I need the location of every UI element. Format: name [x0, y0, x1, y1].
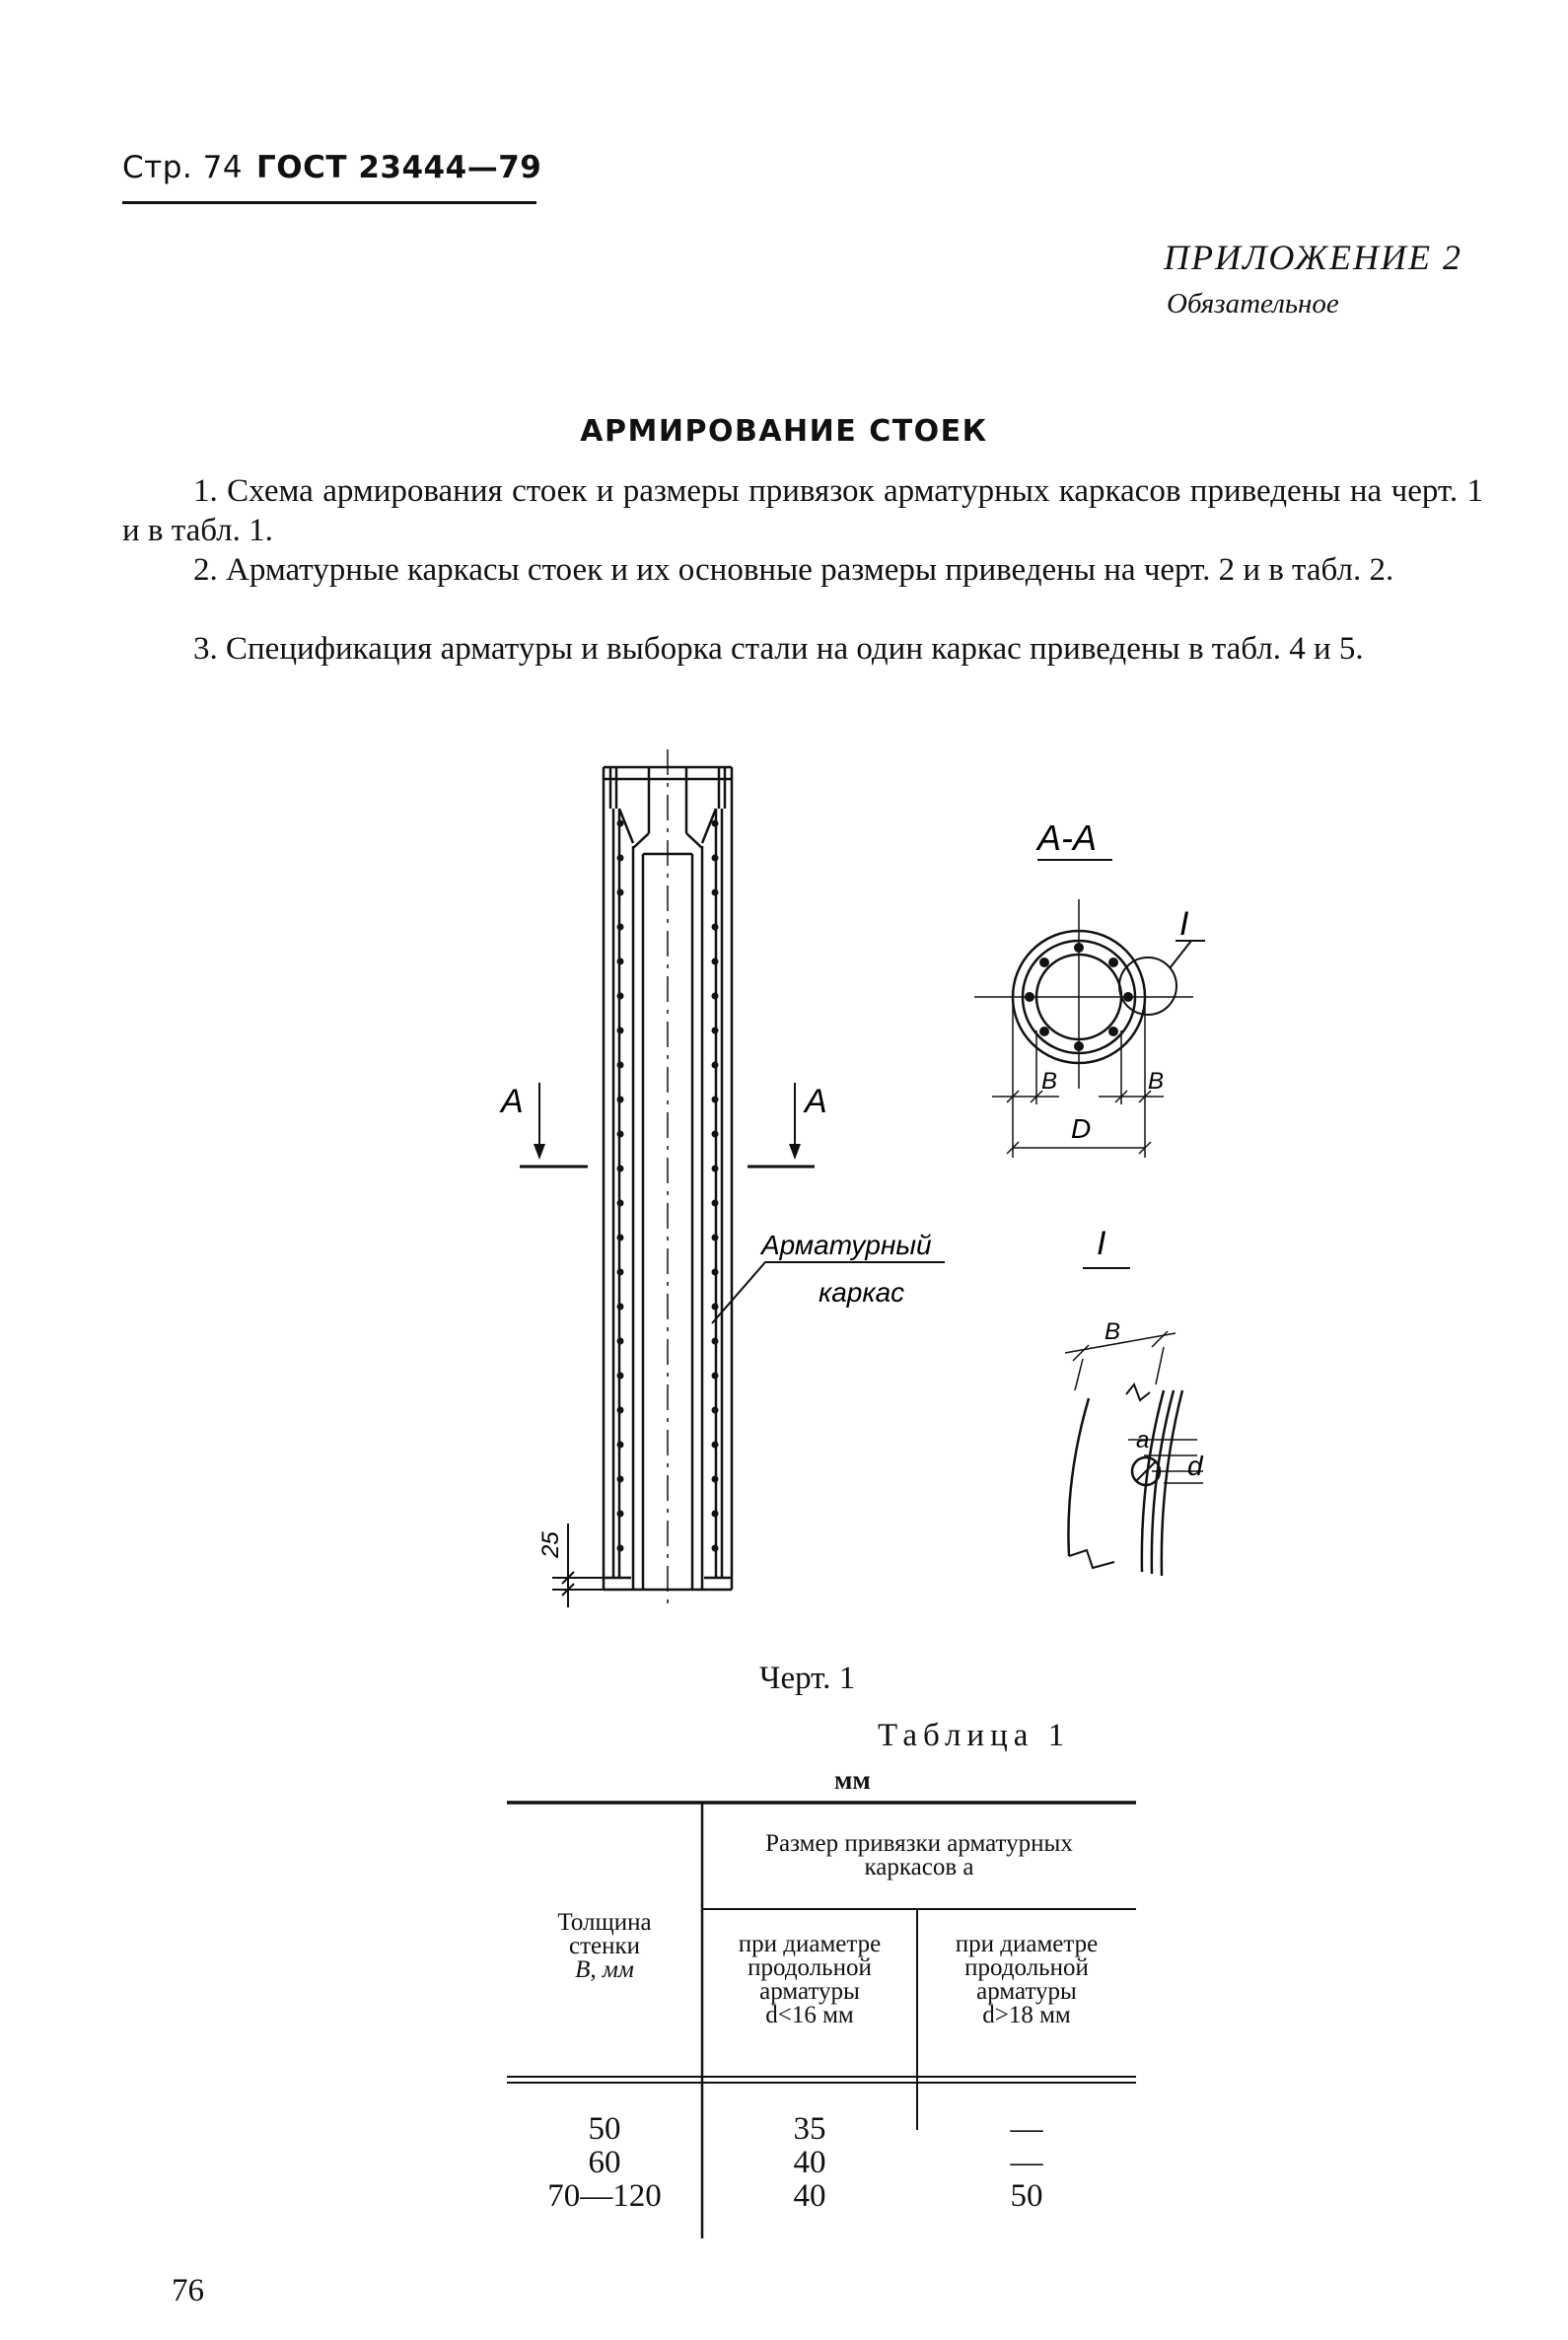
- dim-d: D: [1071, 1113, 1092, 1144]
- detail-i: [1065, 1331, 1203, 1576]
- dim-b-right: B: [1148, 1068, 1165, 1095]
- section-aa-title: A-A: [1037, 817, 1098, 858]
- table-row-3-b: 70—120: [547, 2178, 662, 2214]
- detail-d: d: [1187, 1451, 1203, 1481]
- table-row-2-a-small: 40: [793, 2145, 826, 2180]
- detail-a: a: [1136, 1427, 1150, 1454]
- appendix-title: ПРИЛОЖЕНИЕ 2: [1164, 238, 1462, 277]
- table-row-3-a-small: 40: [793, 2178, 826, 2214]
- table-row-1-a-small: 35: [793, 2111, 826, 2147]
- standard-code: ГОСТ 23444—79: [256, 150, 542, 185]
- page-number: 76: [172, 2273, 204, 2308]
- paragraph-2: 2. Арматурные каркасы стоек и их основные размеры приведены на черт. 2 и в табл. 2.: [193, 552, 1394, 588]
- section-mark-left: A: [501, 1083, 524, 1120]
- table-row-1-b: 50: [588, 2111, 621, 2147]
- table-name: Таблица 1: [878, 1718, 1071, 1753]
- detail-ref: I: [1179, 905, 1189, 943]
- appendix-status: Обязательное: [1167, 288, 1339, 319]
- figure-caption: Черт. 1: [759, 1661, 856, 1696]
- dim-b-left: B: [1041, 1068, 1058, 1095]
- dim-25: 25: [537, 1531, 564, 1558]
- col-b-values: [507, 2112, 702, 2213]
- table-row-1-a-large: —: [1010, 2111, 1043, 2147]
- table-row-3-a-large: 50: [1010, 2178, 1043, 2214]
- col-a-large-values: [917, 2112, 1136, 2213]
- table-row-2-b: 60: [588, 2145, 621, 2180]
- col-wall-thickness-header: Толщина стенки B, мм: [557, 1909, 652, 1983]
- cage-label-line2: каркас: [819, 1277, 905, 1308]
- section-title: АРМИРОВАНИЕ СТОЕК: [580, 414, 988, 449]
- group-header-offset: Размер привязки арматурных каркасов a: [765, 1830, 1073, 1880]
- detail-title: I: [1097, 1225, 1106, 1262]
- paragraph-1: 1. Схема армирования стоек и размеры привязок арматурных каркасов приведены на черт. 1 и в табл. 1.: [122, 473, 1483, 548]
- page-label: Стр. 74: [122, 150, 244, 185]
- cage-label-line1: Арматурный: [761, 1230, 932, 1260]
- table-unit: мм: [834, 1765, 871, 1795]
- col-a-small-values: [702, 2112, 917, 2213]
- section-mark-right: A: [805, 1083, 827, 1120]
- detail-b: B: [1105, 1318, 1121, 1345]
- col-d-large-header: при диаметре продольной арматуры d>18 мм: [955, 1931, 1099, 2028]
- col-d-small-header: при диаметре продольной арматуры d<16 мм: [738, 1931, 882, 2028]
- table-row-2-a-large: —: [1010, 2145, 1043, 2180]
- paragraph-3: 3. Спецификация арматуры и выборка стали на один каркас приведены в табл. 4 и 5.: [193, 631, 1364, 667]
